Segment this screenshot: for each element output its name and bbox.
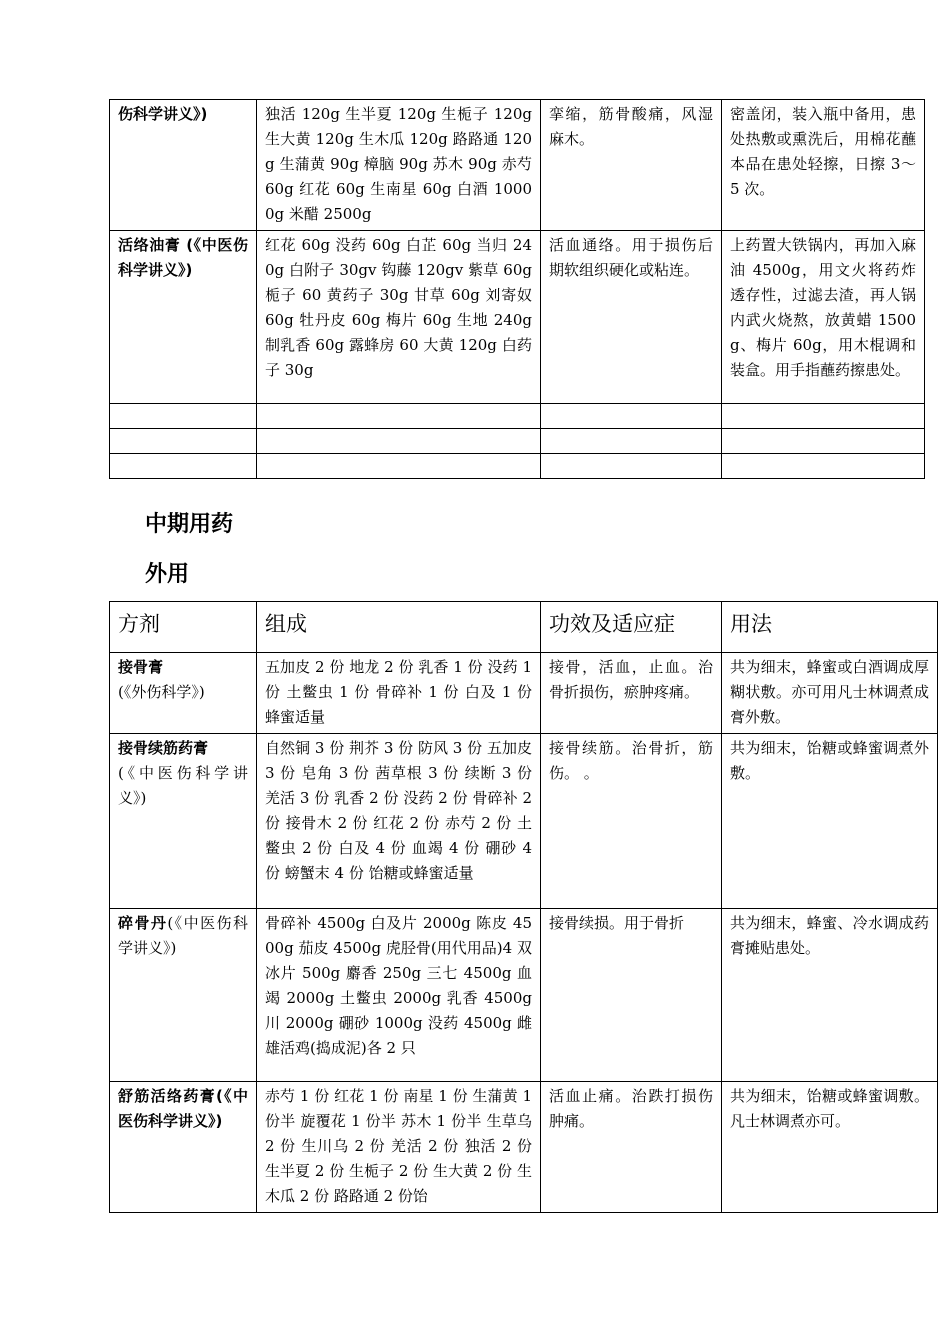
formula-usage: 密盖闭，装入瓶中备用，患处热敷或熏洗后，用棉花蘸本品在患处轻擦，日擦 3～5 次。 [722,100,925,231]
formula-name-cell [110,909,257,1082]
formula-composition: 红花 60g 没药 60g 白芷 60g 当归 240g 白附子 30gv 钩藤 120gv 紫草 60g 栀子 60 黄药子 30g 甘草 60g 刘寄奴 60g 牡丹皮 60g 梅片 60g 生地 240g 制乳香 60g 露蜂房 60 大黄 120g 白药子 30g [257,231,541,404]
formula-composition: 骨碎补 4500g 白及片 2000g 陈皮 4500g 茄皮 4500g 虎胫骨(用代用品)4 双 冰片 500g 麝香 250g 三七 4500g 血竭 2000g 土鳖虫 2000g 乳香 4500g 川 2000g 硼砂 1000g 没药 4500g 雌雄活鸡(捣成泥)各 2 只 [257,909,541,1082]
column-header: 功效及适应症 [541,602,722,653]
formula-source: (《中医伤科学讲义》) [118,764,248,807]
formula-name-cell [110,1082,257,1213]
formula-source: (《外伤科学》) [118,683,205,701]
formula-composition: 五加皮 2 份 地龙 2 份 乳香 1 份 没药 1 份 土鳖虫 1 份 骨碎补 1 份 白及 1 份 蜂蜜适量 [257,653,541,734]
formula-name: 碎骨丹 [118,914,168,932]
formula-name-cell [110,734,257,909]
formula-usage: 共为细末，蜂蜜或白酒调成厚糊状敷。亦可用凡士林调煮成膏外敷。 [722,653,938,734]
table-row [110,100,925,231]
formula-usage: 共为细末，饴糖或蜂蜜调煮外敷。 [722,734,938,909]
formula-efficacy: 接骨续损。用于骨折 [541,909,722,1082]
formula-name: 伤科学讲义》) [110,100,257,231]
column-header: 组成 [257,602,541,653]
formula-usage: 上药置大铁锅内，再加入麻油 4500g，用文火将药炸透存性，过滤去渣，再人锅内武火烧熬，放黄蜡 1500g、梅片 60g，用木棍调和装盒。用手指蘸药擦患处。 [722,231,925,404]
table-row [110,231,925,404]
formula-composition: 自然铜 3 份 荆芥 3 份 防风 3 份 五加皮 3 份 皂角 3 份 茜草根 3 份 续断 3 份 羌活 3 份 乳香 2 份 没药 2 份 骨碎补 2 份 接骨木 2 份 红花 2 份 赤芍 2 份 土鳖虫 2 份 白及 4 份 血竭 4 份 硼砂 4 份 螃蟹末 4 份 饴糖或蜂蜜适量 [257,734,541,909]
formula-table-continued [109,99,925,479]
section-heading: 中期用药 [145,512,234,537]
table-row [110,653,938,734]
formula-name: 活络油膏 (《中医伤科学讲义》) [110,231,257,404]
formula-source: (《中医伤科学讲义》) [118,1087,248,1130]
table-header-row [110,602,938,653]
empty-row [110,454,925,479]
formula-usage: 共为细末，蜂蜜、冷水调成药膏摊贴患处。 [722,909,938,1082]
column-header: 方剂 [110,602,257,653]
formula-usage: 共为细末，饴糖或蜂蜜调敷。凡士林调煮亦可。 [722,1082,938,1213]
empty-row [110,404,925,429]
formula-composition: 赤芍 1 份 红花 1 份 南星 1 份 生蒲黄 1 份半 旋覆花 1 份半 苏木 1 份半 生草乌 2 份 生川乌 2 份 羌活 2 份 独活 2 份 生半夏 2 份 生栀子 2 份 生大黄 2 份 生木瓜 2 份 路路通 2 份饴 [257,1082,541,1213]
formula-composition: 独活 120g 生半夏 120g 生栀子 120g 生大黄 120g 生木瓜 120g 路路通 120g 生蒲黄 90g 樟脑 90g 苏木 90g 赤芍 60g 红花 60g 生南星 60g 白酒 10000g 米醋 2500g [257,100,541,231]
empty-row [110,429,925,454]
formula-name-cell [110,653,257,734]
table-row [110,909,938,1082]
subsection-heading: 外用 [145,562,190,587]
formula-efficacy: 挛缩，筋骨酸痛，风湿麻木。 [541,100,722,231]
column-header: 用法 [722,602,938,653]
formula-name: 接骨续筋药膏 [118,739,209,757]
formula-efficacy: 接骨，活血，止血。治骨折损伤，瘀肿疼痛。 [541,653,722,734]
formula-name: 接骨膏 [118,658,164,676]
table-row [110,734,938,909]
formula-efficacy: 接骨续筋。治骨折，筋伤。 。 [541,734,722,909]
formula-efficacy: 活血通络。用于损伤后期软组织硬化或粘连。 [541,231,722,404]
table-row [110,1082,938,1213]
formula-name: 舒筋活络药膏 [118,1087,216,1105]
formula-source: (《中医伤科学讲义》) [118,914,248,957]
formula-efficacy: 活血止痛。治跌打损伤肿痛。 [541,1082,722,1213]
formula-table [109,601,938,1213]
